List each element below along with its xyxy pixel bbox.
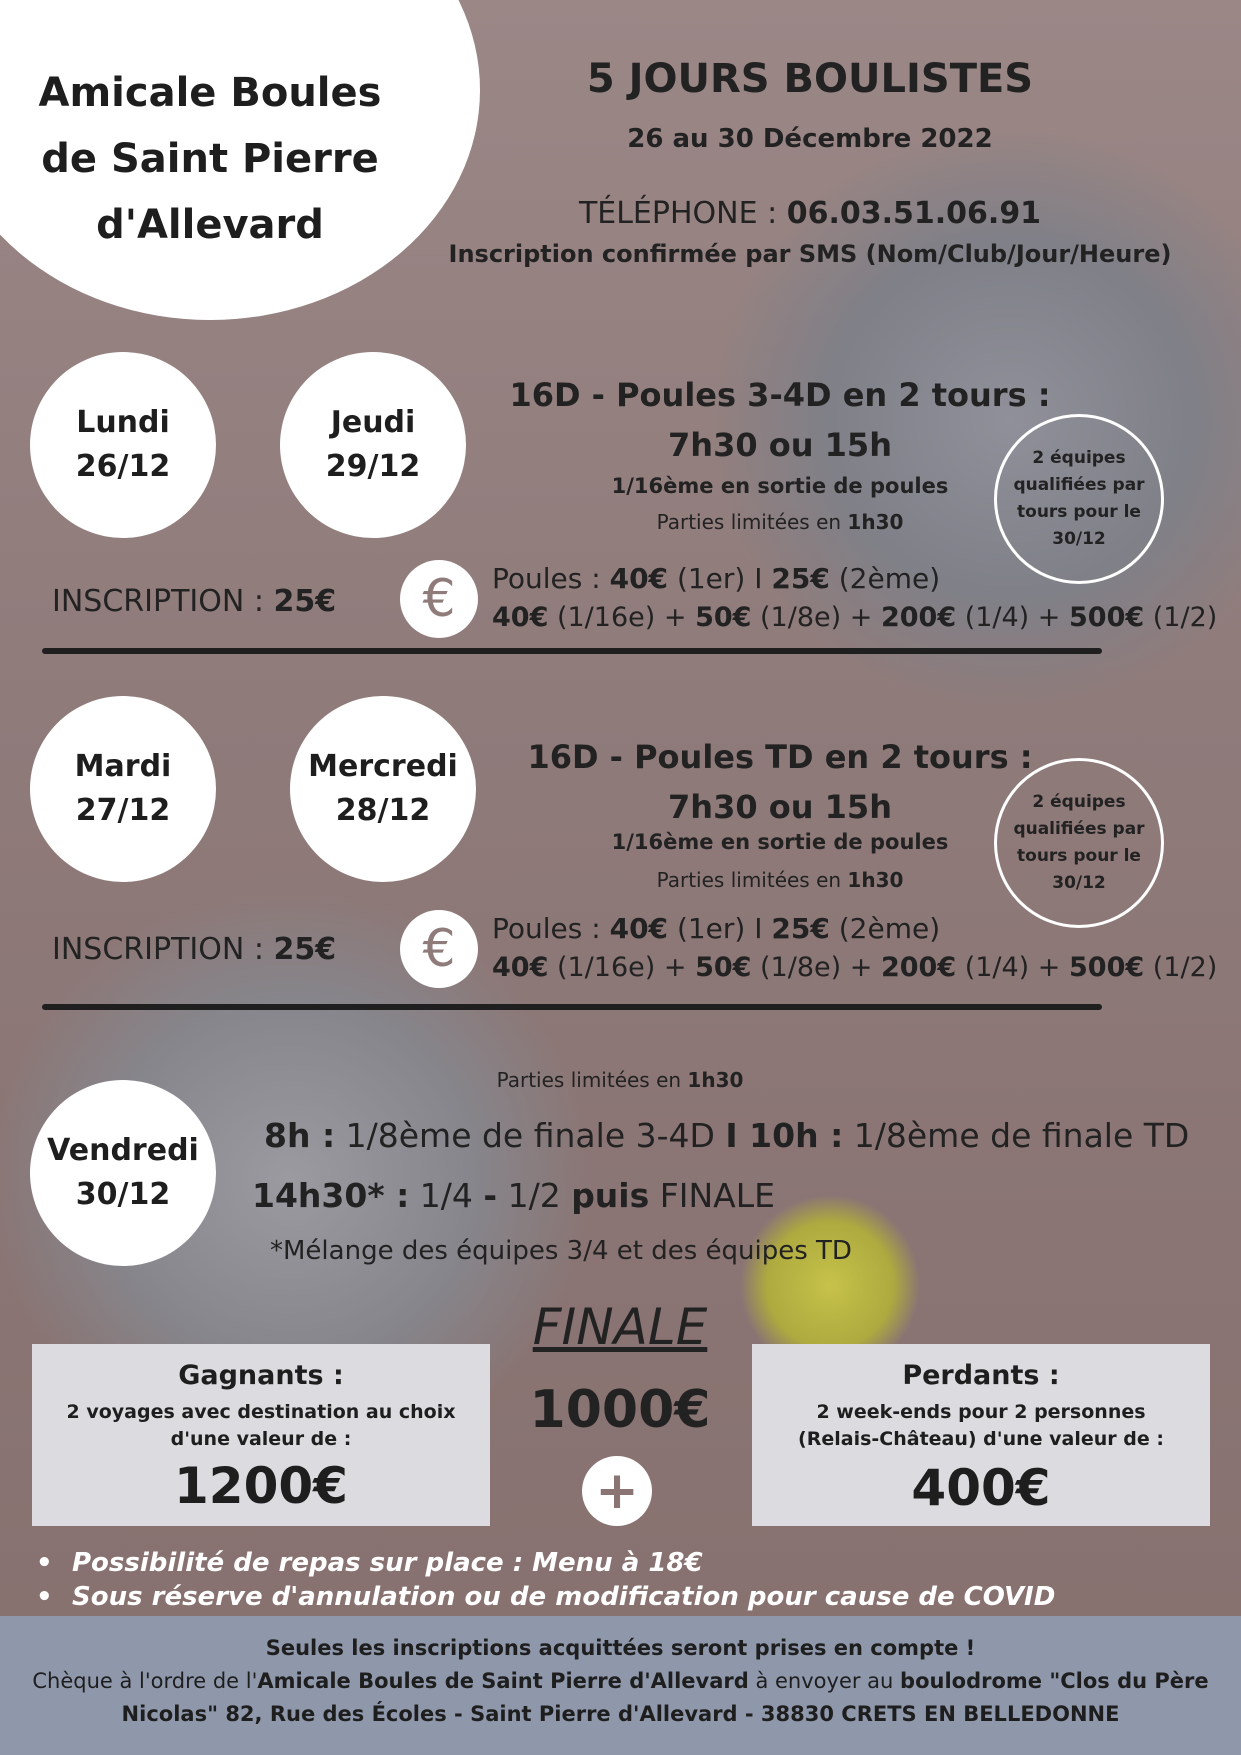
s1-title: 16D - Poules 3-4D en 2 tours :: [509, 376, 1051, 414]
s1-sub: 1/16ème en sortie de poules: [611, 474, 949, 498]
note-meal: • Possibilité de repas sur place : Menu à 18€: [36, 1548, 703, 1578]
winners-box: [32, 1344, 490, 1526]
losers-desc1: 2 week-ends pour 2 personnes: [816, 1401, 1146, 1423]
event-title: 5 JOURS BOULISTES: [586, 56, 1034, 102]
note-covid: • Sous réserve d'annulation ou de modification pour cause de COVID: [36, 1582, 1055, 1612]
footer-line3: Nicolas" 82, Rue des Écoles - Saint Pierre d'Allevard - 38830 CRETS EN BELLEDONNE: [121, 1702, 1120, 1726]
day-circle-vendredi: Vendredi 30/12: [30, 1080, 216, 1266]
winners-amount: 1200€: [174, 1457, 348, 1515]
s3-schedule-line1: 8h : 1/8ème de finale 3-4D I 10h : 1/8ème de finale TD: [264, 1116, 1190, 1155]
s1-qualified-ring: 2 équipes qualifiées par tours pour le 30/12: [994, 414, 1164, 584]
club-name: Amicale Boules de Saint Pierre d'Allevard: [38, 70, 382, 248]
divider: [42, 648, 1102, 654]
s3-schedule-line2: 14h30* : 1/4 - 1/2 puis FINALE: [252, 1176, 775, 1215]
day-circle-lundi: Lundi 26/12: [30, 352, 216, 538]
euro-icon: €: [400, 910, 478, 988]
finale-amount: 1000€: [529, 1380, 711, 1440]
s2-limit: Parties limitées en 1h30: [656, 868, 904, 892]
sms-instruction: Inscription confirmée par SMS (Nom/Club/Jour/Heure): [448, 240, 1172, 268]
s1-limit: Parties limitées en 1h30: [656, 510, 904, 534]
s3-note: *Mélange des équipes 3/4 et des équipes TD: [270, 1236, 852, 1266]
losers-box: [752, 1344, 1210, 1526]
losers-desc2: (Relais-Château) d'une valeur de :: [798, 1428, 1164, 1450]
day-circle-jeudi: Jeudi 29/12: [280, 352, 466, 538]
finale-label: FINALE: [532, 1298, 708, 1356]
winners-desc: 2 voyages avec destination au choix d'une valeur de :: [66, 1401, 456, 1450]
losers-amount: 400€: [911, 1459, 1051, 1517]
s2-round-prizes: 40€ (1/16e) + 50€ (1/8e) + 200€ (1/4) + 500€ (1/2): [492, 952, 1218, 983]
divider: [42, 1004, 1102, 1010]
s2-poules-prizes: Poules : 40€ (1er) I 25€ (2ème): [492, 912, 941, 945]
s2-title: 16D - Poules TD en 2 tours :: [527, 738, 1033, 776]
s2-time: 7h30 ou 15h: [668, 788, 892, 826]
footer: [0, 1616, 1241, 1755]
day-circle-mercredi: Mercredi 28/12: [290, 696, 476, 882]
s1-time: 7h30 ou 15h: [668, 426, 892, 464]
s1-poules-prizes: Poules : 40€ (1er) I 25€ (2ème): [492, 562, 941, 595]
s1-round-prizes: 40€ (1/16e) + 50€ (1/8e) + 200€ (1/4) + 500€ (1/2): [492, 602, 1218, 633]
winners-title: Gagnants :: [178, 1360, 344, 1391]
phone-label: TÉLÉPHONE :: [578, 196, 787, 231]
s3-limit: Parties limitées en 1h30: [496, 1068, 744, 1092]
phone-line: [430, 196, 1190, 231]
s2-qualified-ring: 2 équipes qualifiées par tours pour le 30/12: [994, 758, 1164, 928]
losers-title: Perdants :: [902, 1360, 1060, 1391]
s1-inscription: INSCRIPTION : 25€: [52, 584, 337, 619]
plus-icon: +: [582, 1456, 652, 1526]
s2-sub: 1/16ème en sortie de poules: [611, 830, 949, 854]
phone-number: 06.03.51.06.91: [786, 196, 1042, 231]
footer-line1: Seules les inscriptions acquittées seront prises en compte !: [265, 1636, 976, 1660]
event-dates: 26 au 30 Décembre 2022: [627, 124, 993, 154]
s2-inscription: INSCRIPTION : 25€: [52, 932, 337, 967]
euro-icon: €: [400, 560, 478, 638]
day-circle-mardi: Mardi 27/12: [30, 696, 216, 882]
footer-line2: Chèque à l'ordre de l'Amicale Boules de Saint Pierre d'Allevard à envoyer au boulodrome "Clos du Père: [32, 1669, 1209, 1693]
